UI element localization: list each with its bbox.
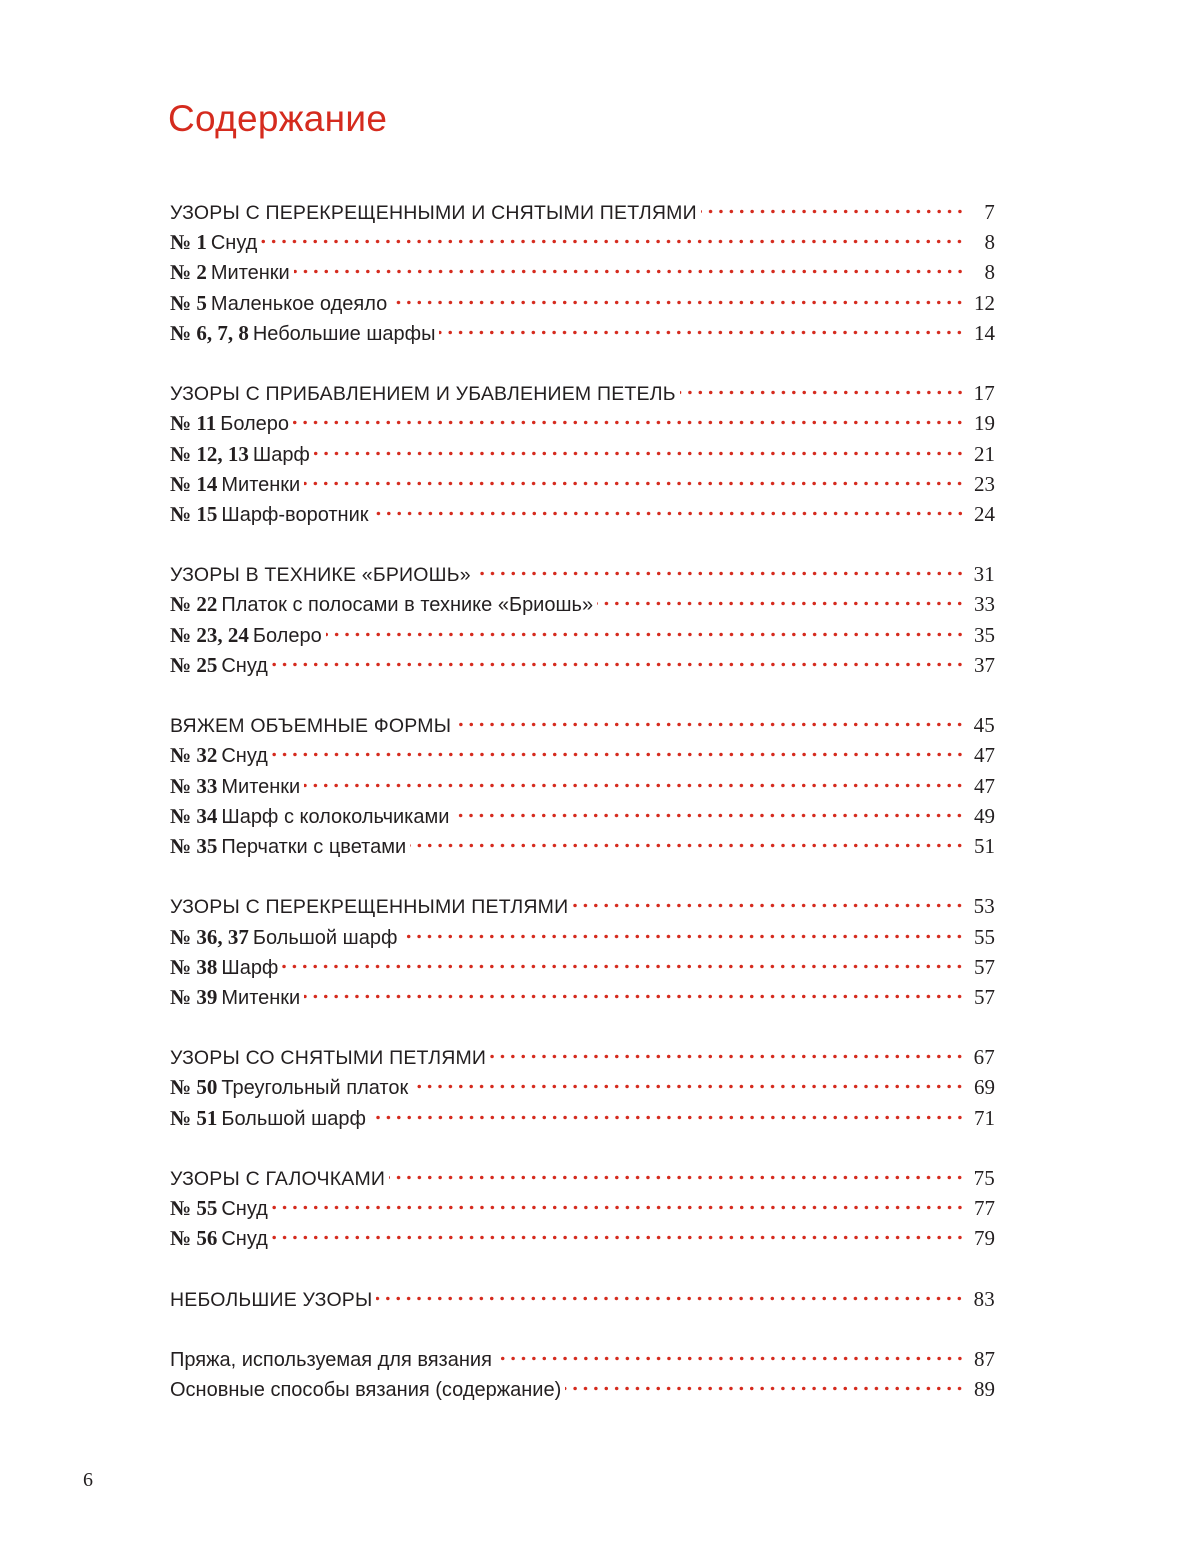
pattern-number: № 25 bbox=[170, 652, 218, 677]
toc-entry[interactable] bbox=[170, 230, 995, 260]
page-ref: 51 bbox=[974, 833, 995, 858]
dot-leader bbox=[326, 632, 965, 637]
pattern-number: № 11 bbox=[170, 411, 217, 436]
entry-title: Снуд bbox=[221, 1198, 268, 1221]
pattern-number: № 6, 7, 8 bbox=[170, 320, 249, 345]
entry-title: Пряжа, используемая для вязания bbox=[170, 1349, 492, 1372]
page-ref: 83 bbox=[973, 1286, 995, 1311]
pattern-number: № 36, 37 bbox=[170, 924, 249, 949]
page-ref: 14 bbox=[974, 320, 995, 345]
toc-appendix-entry[interactable] bbox=[170, 1377, 995, 1407]
entry-title: Митенки bbox=[210, 262, 290, 285]
toc-section-heading[interactable] bbox=[170, 381, 995, 411]
pattern-number: № 38 bbox=[170, 954, 218, 979]
toc-entry[interactable] bbox=[170, 502, 995, 532]
toc-entry[interactable] bbox=[170, 291, 995, 321]
dot-leader bbox=[304, 783, 965, 788]
entry-title: Болеро bbox=[220, 413, 290, 436]
page-ref: 71 bbox=[974, 1105, 995, 1130]
dot-leader bbox=[304, 481, 965, 486]
dot-leader bbox=[272, 662, 965, 667]
toc-entry[interactable] bbox=[170, 774, 995, 804]
toc-appendix-entry[interactable] bbox=[170, 1347, 995, 1377]
section-title: УЗОРЫ С ГАЛОЧКАМИ bbox=[170, 1168, 386, 1190]
page-ref: 33 bbox=[974, 592, 995, 617]
toc-entry[interactable] bbox=[170, 1226, 995, 1256]
section-title: УЗОРЫ С ПЕРЕКРЕЩЕННЫМИ ПЕТЛЯМИ bbox=[170, 896, 569, 919]
page-ref: 35 bbox=[974, 622, 995, 647]
page-ref: 57 bbox=[974, 954, 995, 979]
toc-entry[interactable] bbox=[170, 743, 995, 773]
dot-leader bbox=[597, 601, 965, 606]
toc-section-heading[interactable] bbox=[170, 1166, 995, 1196]
dot-leader bbox=[455, 722, 965, 727]
pattern-number: № 32 bbox=[170, 743, 218, 768]
toc-entry[interactable] bbox=[170, 1106, 995, 1136]
dot-leader bbox=[373, 511, 965, 516]
entry-title: Болеро bbox=[252, 624, 322, 647]
pattern-number: № 22 bbox=[170, 592, 218, 617]
page-ref: 53 bbox=[973, 894, 995, 919]
entry-title: Шарф с колокольчиками bbox=[221, 805, 450, 828]
dot-leader bbox=[389, 1175, 965, 1180]
dot-leader bbox=[391, 300, 965, 305]
page-title: Содержание bbox=[168, 98, 388, 139]
page-ref: 69 bbox=[974, 1075, 995, 1100]
pattern-number: № 55 bbox=[170, 1196, 218, 1221]
page-number: 6 bbox=[83, 1469, 93, 1491]
entry-title: Снуд bbox=[221, 745, 268, 768]
dot-leader bbox=[370, 1115, 965, 1120]
pattern-number: № 1 bbox=[170, 230, 207, 255]
pattern-number: № 35 bbox=[170, 833, 218, 858]
entry-title: Митенки bbox=[221, 775, 301, 798]
page-ref: 55 bbox=[974, 924, 995, 949]
pattern-number: № 14 bbox=[170, 471, 218, 496]
pattern-number: № 50 bbox=[170, 1075, 218, 1100]
section-title: УЗОРЫ В ТЕХНИКЕ «БРИОШЬ» bbox=[170, 564, 471, 587]
dot-leader bbox=[565, 1386, 965, 1391]
page-ref: 47 bbox=[974, 773, 995, 798]
page-ref: 79 bbox=[974, 1226, 995, 1251]
page-ref: 21 bbox=[974, 441, 995, 466]
entry-title: Снуд bbox=[210, 232, 258, 255]
section-title: УЗОРЫ С ПРИБАВЛЕНИЕМ И УБАВЛЕНИЕМ ПЕТЕЛЬ bbox=[170, 383, 676, 406]
page-ref: 49 bbox=[974, 803, 995, 828]
toc-entry[interactable] bbox=[170, 411, 995, 441]
toc-entry[interactable] bbox=[170, 472, 995, 502]
toc-section-heading[interactable] bbox=[170, 1045, 995, 1075]
toc-entry[interactable] bbox=[170, 623, 995, 653]
entry-title: Шарф bbox=[252, 443, 310, 466]
pattern-number: № 56 bbox=[170, 1226, 218, 1251]
page-ref: 89 bbox=[974, 1377, 995, 1402]
page-ref: 7 bbox=[984, 200, 995, 224]
dot-leader bbox=[272, 752, 965, 757]
toc-entry[interactable] bbox=[170, 834, 995, 864]
pattern-number: № 34 bbox=[170, 803, 218, 828]
page-ref: 75 bbox=[973, 1166, 995, 1190]
dot-leader bbox=[475, 571, 965, 576]
page-ref: 47 bbox=[974, 743, 995, 768]
dot-leader bbox=[412, 1084, 965, 1089]
page-ref: 77 bbox=[974, 1196, 995, 1221]
table-of-contents bbox=[170, 200, 995, 1408]
pattern-number: № 51 bbox=[170, 1105, 218, 1130]
dot-leader bbox=[293, 420, 965, 425]
dot-leader bbox=[572, 903, 965, 908]
toc-entry[interactable] bbox=[170, 804, 995, 834]
pattern-number: № 2 bbox=[170, 260, 207, 285]
toc-entry[interactable] bbox=[170, 925, 995, 955]
dot-leader bbox=[701, 209, 965, 214]
dot-leader bbox=[376, 1296, 965, 1301]
pattern-number: № 39 bbox=[170, 984, 218, 1009]
section-title: УЗОРЫ С ПЕРЕКРЕЩЕННЫМИ И СНЯТЫМИ ПЕТЛЯМИ bbox=[170, 202, 697, 224]
page-ref: 8 bbox=[984, 230, 995, 255]
page-ref: 37 bbox=[974, 652, 995, 677]
toc-entry[interactable] bbox=[170, 1196, 995, 1226]
entry-title: Перчатки с цветами bbox=[221, 835, 407, 858]
dot-leader bbox=[261, 239, 965, 244]
entry-title: Большой шарф bbox=[221, 1107, 366, 1130]
dot-leader bbox=[272, 1235, 965, 1240]
dot-leader bbox=[410, 843, 965, 848]
entry-title: Небольшие шарфы bbox=[252, 322, 436, 345]
pattern-number: № 23, 24 bbox=[170, 622, 249, 647]
dot-leader bbox=[439, 330, 965, 335]
page-ref: 57 bbox=[974, 984, 995, 1009]
dot-leader bbox=[453, 813, 965, 818]
entry-title: Митенки bbox=[221, 473, 301, 496]
page-ref: 17 bbox=[973, 381, 995, 406]
entry-title: Основные способы вязания (содержание) bbox=[170, 1379, 562, 1402]
toc-section-heading[interactable] bbox=[170, 1287, 995, 1317]
pattern-number: № 12, 13 bbox=[170, 441, 249, 466]
pattern-number: № 33 bbox=[170, 773, 218, 798]
page-ref: 8 bbox=[984, 260, 995, 285]
dot-leader bbox=[490, 1054, 965, 1059]
toc-entry[interactable] bbox=[170, 260, 995, 290]
pattern-number: № 15 bbox=[170, 501, 218, 526]
page-ref: 31 bbox=[973, 562, 995, 587]
toc-entry[interactable] bbox=[170, 653, 995, 683]
entry-title: Большой шарф bbox=[252, 926, 398, 949]
page-ref: 19 bbox=[974, 411, 995, 436]
toc-entry[interactable] bbox=[170, 1075, 995, 1105]
section-title: ВЯЖЕМ ОБЪЕМНЫЕ ФОРМЫ bbox=[170, 715, 452, 738]
dot-leader bbox=[272, 1205, 965, 1210]
dot-leader bbox=[314, 451, 965, 456]
entry-title: Маленькое одеяло bbox=[210, 292, 388, 315]
toc-section-heading[interactable] bbox=[170, 562, 995, 592]
pattern-number: № 5 bbox=[170, 290, 207, 315]
toc-entry[interactable] bbox=[170, 321, 995, 351]
page-ref: 45 bbox=[973, 713, 995, 738]
toc-entry[interactable] bbox=[170, 592, 995, 622]
page-ref: 87 bbox=[974, 1347, 995, 1372]
toc-entry[interactable] bbox=[170, 955, 995, 985]
dot-leader bbox=[401, 934, 965, 939]
section-title: УЗОРЫ СО СНЯТЫМИ ПЕТЛЯМИ bbox=[170, 1047, 487, 1070]
page-ref: 24 bbox=[974, 501, 995, 526]
dot-leader bbox=[496, 1356, 965, 1361]
entry-title: Снуд bbox=[221, 654, 268, 677]
entry-title: Снуд bbox=[221, 1228, 268, 1251]
entry-title: Митенки bbox=[221, 986, 301, 1009]
section-title: НЕБОЛЬШИЕ УЗОРЫ bbox=[170, 1288, 373, 1311]
entry-title: Шарф-воротник bbox=[221, 503, 369, 526]
toc-section-heading[interactable] bbox=[170, 713, 995, 743]
page-ref: 67 bbox=[973, 1045, 995, 1070]
toc-section-heading[interactable] bbox=[170, 894, 995, 924]
toc-section-heading[interactable] bbox=[170, 200, 995, 230]
entry-title: Платок с полосами в технике «Бриошь» bbox=[221, 594, 594, 617]
dot-leader bbox=[282, 964, 965, 969]
dot-leader bbox=[304, 994, 965, 999]
dot-leader bbox=[680, 390, 965, 395]
entry-title: Шарф bbox=[221, 956, 279, 979]
toc-entry[interactable] bbox=[170, 442, 995, 472]
dot-leader bbox=[294, 269, 965, 274]
toc-entry[interactable] bbox=[170, 985, 995, 1015]
entry-title: Треугольный платок bbox=[221, 1077, 409, 1100]
page-ref: 23 bbox=[974, 471, 995, 496]
page-ref: 12 bbox=[974, 290, 995, 315]
